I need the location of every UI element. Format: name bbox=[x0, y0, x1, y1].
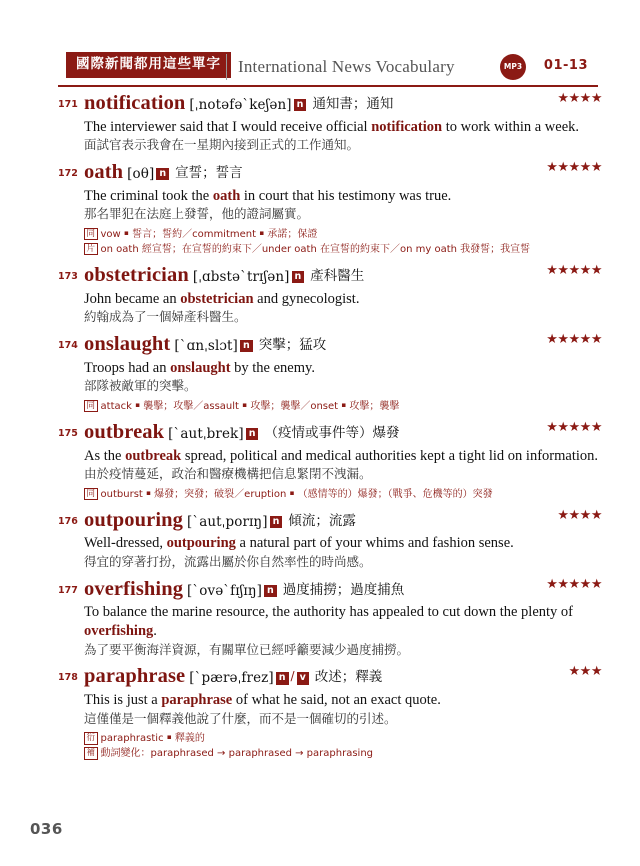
entry-word: outpouring bbox=[84, 508, 183, 531]
entry-definition-zh: （疫情或事件等）爆發 bbox=[264, 424, 400, 441]
entry-word: oath bbox=[84, 160, 124, 183]
extra-tag: 同 bbox=[84, 400, 98, 412]
frequency-stars: ★★★★★ bbox=[546, 262, 602, 278]
vocabulary-entry bbox=[58, 264, 602, 326]
example-sentence-zh: 那名罪犯在法庭上發誓，他的證詞屬實。 bbox=[84, 206, 310, 222]
part-of-speech-badge-2: v bbox=[297, 672, 309, 684]
entry-phonetic: [ˋpærəˌfrez] bbox=[189, 670, 274, 687]
unit-title-zh: 國際新聞都用這些單字 bbox=[66, 52, 231, 78]
extra-tag: 片 bbox=[84, 243, 98, 255]
extra-text: paraphrastic ￭ 釋義的 bbox=[100, 733, 205, 745]
unit-title-en: International News Vocabulary bbox=[238, 57, 455, 76]
example-sentence-zh: 面試官表示我會在一星期內接到正式的工作通知。 bbox=[84, 137, 360, 153]
vocabulary-entry bbox=[58, 161, 602, 257]
vocabulary-entry bbox=[58, 509, 602, 571]
example-keyword: outpouring bbox=[166, 535, 236, 552]
example-keyword: paraphrase bbox=[161, 692, 233, 708]
entry-definition-zh: 宣誓；誓言 bbox=[175, 164, 243, 181]
entry-phonetic: [ˋɑnˌslɔt] bbox=[174, 337, 238, 354]
entry-phonetic: [ˋovəˋfɪʃɪŋ] bbox=[187, 582, 263, 599]
entry-word: notification bbox=[84, 92, 186, 114]
entry-headline bbox=[84, 665, 602, 689]
entry-definition-zh: 突擊；猛攻 bbox=[258, 336, 327, 353]
page-number: 036 bbox=[30, 820, 63, 838]
part-of-speech-badge: n bbox=[264, 585, 277, 597]
entry-definition-zh: 傾流；流露 bbox=[288, 512, 356, 529]
entry-phonetic: [ˌɑbstəˋtrɪʃən] bbox=[192, 268, 290, 285]
extra-line bbox=[84, 487, 602, 502]
entry-definition-zh: 改述；釋義 bbox=[314, 669, 383, 686]
frequency-stars: ★★★★★ bbox=[546, 576, 602, 592]
example-keyword: notification bbox=[371, 118, 443, 135]
extra-line bbox=[84, 746, 602, 761]
example-sentence-en: The criminal took the oath in court that his testimony was true. bbox=[84, 187, 452, 204]
entry-number: 178 bbox=[58, 672, 78, 684]
vocabulary-entry bbox=[58, 421, 602, 502]
extra-text: outburst ￭ 爆發；突發；破裂／eruption ￭ （感情等的）爆發；（戰爭、危機等的）突發 bbox=[100, 488, 493, 500]
entry-number: 172 bbox=[58, 167, 78, 179]
vocabulary-list bbox=[58, 92, 602, 768]
vocabulary-entry bbox=[58, 578, 602, 659]
entry-number: 175 bbox=[58, 427, 78, 439]
part-of-speech-badge: n bbox=[292, 271, 305, 283]
vocabulary-entry bbox=[58, 665, 602, 761]
frequency-stars: ★★★★★ bbox=[546, 331, 602, 347]
entry-extras bbox=[84, 487, 602, 502]
entry-headline bbox=[84, 578, 602, 602]
entry-headline bbox=[84, 509, 602, 533]
header-rule bbox=[58, 85, 598, 87]
pos-separator: / bbox=[290, 669, 295, 684]
entry-extras bbox=[84, 227, 602, 257]
entry-phonetic: [oθ] bbox=[127, 165, 155, 182]
extra-tag: 補 bbox=[84, 747, 98, 759]
entry-word: obstetrician bbox=[84, 263, 189, 286]
entry-definition-zh: 過度捕撈；過度捕魚 bbox=[282, 581, 405, 598]
entry-headline bbox=[84, 421, 602, 445]
vocabulary-entry bbox=[58, 333, 602, 414]
entry-number: 176 bbox=[58, 515, 78, 527]
example-sentence-en: John became an obstetrician and gynecologist. bbox=[84, 290, 360, 307]
header-divider bbox=[226, 54, 227, 80]
entry-phonetic: [ˋautˌbrek] bbox=[168, 425, 244, 442]
example-sentence-en: The interviewer said that I would receive official notification to work within a week. bbox=[84, 118, 580, 135]
entry-number: 173 bbox=[58, 270, 78, 282]
part-of-speech-badge: n bbox=[156, 168, 169, 180]
entry-word: onslaught bbox=[84, 332, 171, 355]
entry-phonetic: [ˌnotəfəˋkeʃən] bbox=[189, 97, 292, 113]
extra-line bbox=[84, 227, 602, 242]
example-sentence-en: This is just a paraphrase of what he said, not an exact quote. bbox=[84, 692, 441, 708]
entry-headline bbox=[84, 161, 602, 185]
extra-text: 動詞變化：paraphrased → paraphrased → paraphrasing bbox=[100, 748, 374, 760]
page-header bbox=[58, 52, 598, 86]
mp3-track-label: 01-13 bbox=[543, 58, 588, 73]
mp3-icon: MP3 bbox=[500, 54, 526, 80]
frequency-stars: ★★★ bbox=[568, 664, 602, 680]
entry-word: outbreak bbox=[84, 420, 165, 443]
entry-number: 171 bbox=[58, 99, 78, 110]
example-sentence-zh: 為了要平衡海洋資源，有關單位已經呼籲要減少過度捕撈。 bbox=[84, 641, 410, 657]
example-sentence-zh: 這僅僅是一個釋義他說了什麼，而不是一個確切的引述。 bbox=[84, 710, 397, 726]
part-of-speech-badge: n bbox=[294, 99, 307, 111]
part-of-speech-badge: n bbox=[246, 428, 259, 440]
entry-extras bbox=[84, 399, 602, 414]
example-keyword: oath bbox=[212, 187, 241, 204]
part-of-speech-badge: n bbox=[276, 672, 289, 684]
part-of-speech-badge: n bbox=[270, 516, 283, 528]
entry-headline bbox=[84, 264, 602, 288]
extra-tag: 同 bbox=[84, 488, 98, 500]
entry-definition-zh: 產科醫生 bbox=[310, 267, 365, 284]
vocabulary-entry bbox=[58, 92, 602, 154]
extra-tag: 同 bbox=[84, 228, 98, 240]
frequency-stars: ★★★★ bbox=[557, 507, 602, 523]
entry-word: overfishing bbox=[84, 577, 184, 600]
example-sentence-en: Well-dressed, outpouring a natural part of your whims and fashion sense. bbox=[84, 535, 514, 552]
example-sentence-zh: 部隊被敵軍的突擊。 bbox=[84, 378, 197, 394]
example-keyword: outbreak bbox=[125, 447, 182, 464]
example-sentence-zh: 由於疫情蔓延，政治和醫療機構把信息緊閉不洩漏。 bbox=[84, 466, 372, 482]
example-keyword: onslaught bbox=[170, 359, 231, 376]
frequency-stars: ★★★★★ bbox=[546, 419, 602, 435]
example-sentence-zh: 約翰成為了一個婦產科醫生。 bbox=[84, 309, 247, 325]
extra-text: on oath 經宣誓；在宣誓的約束下／under oath 在宣誓的約束下／on my oath 我發誓；我宣誓 bbox=[100, 243, 531, 255]
extra-line bbox=[84, 399, 602, 414]
entry-headline bbox=[84, 92, 602, 116]
extra-line bbox=[84, 731, 602, 746]
extra-tag: 衍 bbox=[84, 732, 98, 744]
entry-word: paraphrase bbox=[84, 665, 186, 688]
frequency-stars: ★★★★★ bbox=[546, 159, 602, 175]
extra-line bbox=[84, 242, 602, 257]
part-of-speech-badge: n bbox=[240, 340, 253, 352]
entry-number: 177 bbox=[58, 584, 78, 596]
entry-headline bbox=[84, 333, 602, 357]
extra-text: attack ￭ 襲擊；攻擊／assault ￭ 攻擊；襲擊／onset ￭ 攻擊；襲擊 bbox=[100, 400, 400, 412]
example-sentence-en: Troops had an onslaught by the enemy. bbox=[84, 359, 315, 376]
example-sentence-en: As the outbreak spread, political and medical authorities kept a tight lid on information. bbox=[84, 447, 599, 464]
example-sentence-en: To balance the marine resource, the authority has appealed to cut down the plenty of overfishing. bbox=[84, 604, 573, 640]
example-sentence-zh: 得宜的穿著打扮，流露出屬於你自然率性的時尚感。 bbox=[84, 554, 372, 570]
frequency-stars: ★★★★ bbox=[557, 91, 602, 106]
entry-phonetic: [ˋautˌporɪŋ] bbox=[186, 513, 268, 530]
extra-text: vow ￭ 誓言；誓約／commitment ￭ 承諾；保證 bbox=[100, 228, 318, 240]
entry-number: 174 bbox=[58, 339, 78, 351]
example-keyword: obstetrician bbox=[180, 290, 254, 307]
entry-definition-zh: 通知書；通知 bbox=[312, 96, 394, 112]
example-keyword: overfishing bbox=[84, 623, 154, 640]
entry-extras bbox=[84, 731, 602, 761]
